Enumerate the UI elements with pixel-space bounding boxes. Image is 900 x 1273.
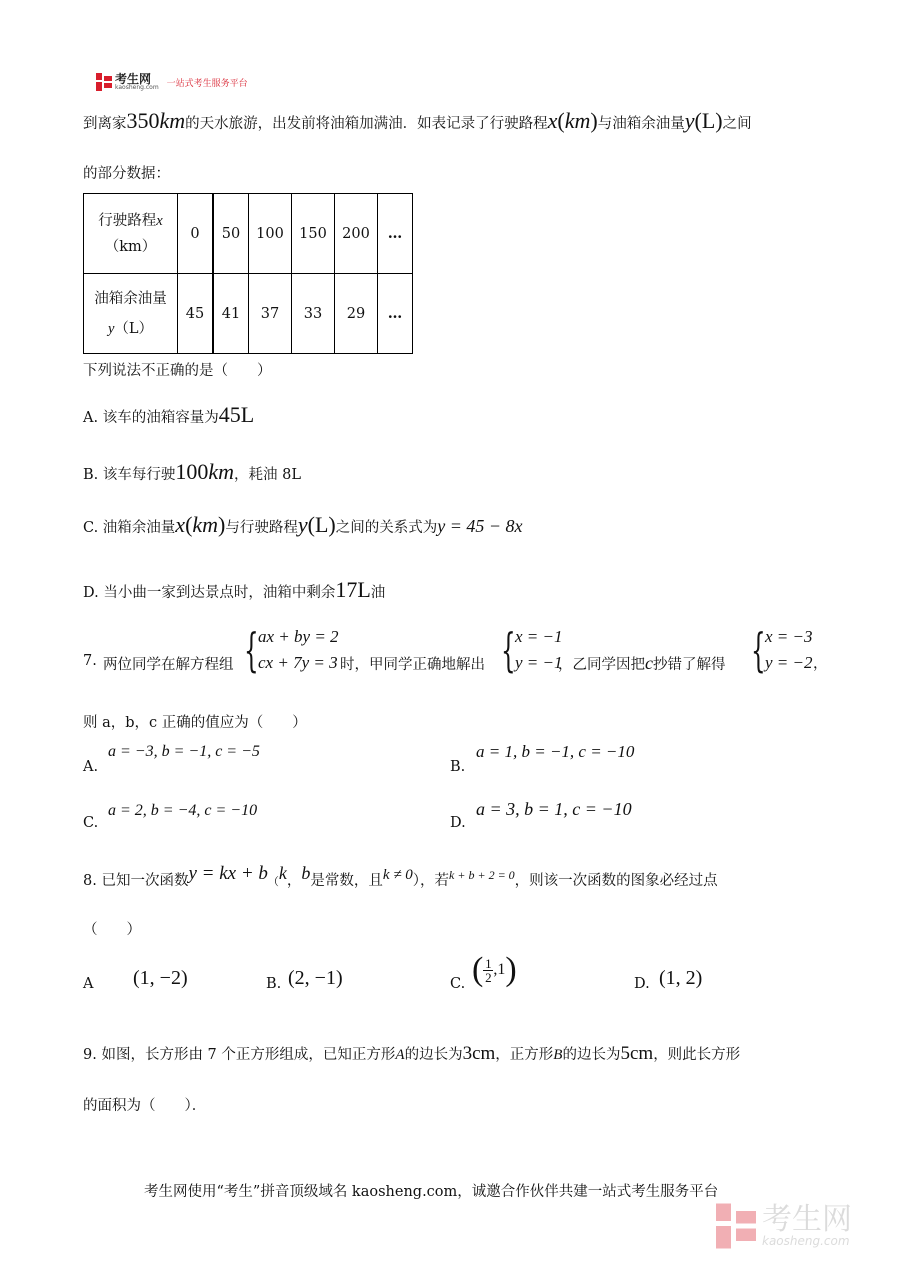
logo-icon	[96, 73, 112, 91]
intro-line-2: 的部分数据：	[83, 166, 170, 182]
q7-text-5: ，	[813, 656, 828, 672]
var-x: x	[175, 512, 186, 537]
distance-value: 350	[126, 108, 160, 133]
intro-text: 到离家	[83, 116, 127, 132]
intro-text: 之间	[722, 116, 752, 132]
unit-L: L	[701, 108, 716, 133]
q8-option-b-label: B.	[266, 976, 282, 992]
var-y: y	[684, 108, 695, 133]
q6-option-c: C. 油箱余油量x(km)与行驶路程y(L)之间的关系式为y = 45 − 8x	[83, 512, 523, 537]
option-text: 该车每行驶	[102, 467, 176, 483]
watermark-logo-icon	[716, 1203, 756, 1249]
q7-option-a: a = −3, b = −1, c = −5	[108, 743, 260, 760]
var-c: c	[645, 653, 653, 673]
table-cell: 37	[249, 274, 292, 354]
q9-text: 如图，长方形由 7 个正方形组成，已知正方形	[101, 1047, 396, 1063]
var-b: b	[301, 863, 311, 883]
q8-text: 已知一次函数	[101, 873, 189, 889]
q7-option-d: a = 3, b = 1, c = −10	[476, 799, 632, 819]
logo-text: 考生网	[115, 72, 152, 86]
q7-number: 7.	[83, 653, 97, 669]
intro-text: 的天水旅游，出发前将油箱加满油．如表记录了行驶路程	[185, 116, 548, 132]
q7-text-2: 时，甲同学正确地解出	[340, 657, 485, 673]
table-cell: 33	[292, 274, 335, 354]
intro-text: 与油箱余油量	[597, 116, 685, 132]
q7-text: 抄错了解得	[653, 657, 726, 673]
fraction	[483, 957, 493, 984]
q7-option-b: a = 1, b = −1, c = −10	[476, 742, 635, 761]
equation: y = −2	[765, 653, 813, 672]
q7-text: ，乙同学因把	[558, 657, 645, 673]
cell-label: 油箱余油量	[94, 290, 167, 307]
q9-text: ，则此长方形	[653, 1047, 741, 1063]
option-unit: km	[208, 459, 235, 484]
denominator: 2	[485, 969, 492, 985]
q9-number: 9.	[83, 1047, 97, 1063]
table-cell: 45	[178, 274, 214, 354]
unit-km: km	[192, 512, 219, 537]
data-table	[83, 193, 413, 354]
unit-L: L	[314, 512, 329, 537]
option-text: 该车的油箱容量为	[102, 410, 219, 426]
q8-line-1	[83, 856, 718, 899]
var-k: k	[278, 863, 287, 883]
q9-text: ，正方形	[495, 1047, 554, 1063]
footer-text: 考生网使用“考生”拼音顶级域名 kaosheng.com，诚邀合作伙伴共建一站式考生服务平台	[144, 1184, 719, 1200]
q8-text: 是常数，且	[310, 873, 383, 889]
table-cell: 29	[335, 274, 378, 354]
cell-var: x	[156, 212, 163, 229]
option-text: 与行驶路程	[225, 520, 298, 536]
header-logo	[96, 73, 248, 91]
q9-line-2: 的面积为（ ）．	[83, 1098, 207, 1114]
watermark-text: 考生网	[762, 1202, 852, 1237]
option-math: 45L	[218, 402, 255, 427]
intro-line-1: 到离家350km的天水旅游，出发前将油箱加满油．如表记录了行驶路程x(km)与油箱余油量y(L)之间	[83, 108, 752, 133]
var-x: x	[547, 108, 558, 133]
q8-condition: k ≠ 0	[382, 867, 413, 883]
unit-km: km	[564, 108, 591, 133]
q8-text: ，	[286, 873, 302, 889]
table-cell: 150	[292, 194, 335, 274]
header-slogan: 一站式考生服务平台	[166, 78, 248, 89]
q6-option-d	[83, 577, 385, 606]
q7-text-1: 两位同学在解方程组	[103, 657, 234, 673]
q7-system-3	[751, 624, 813, 676]
var-A: A	[395, 1047, 405, 1063]
q7-option-c: a = 2, b = −4, c = −10	[108, 802, 258, 819]
q8-paren: （ ）	[83, 922, 141, 938]
table-cell: 0	[178, 194, 214, 274]
q8-option-b: (2, −1)	[288, 967, 343, 989]
table-cell: …	[378, 194, 413, 274]
table-cell: 200	[335, 194, 378, 274]
option-label: C.	[83, 520, 99, 536]
table-cell: 41	[213, 274, 249, 354]
option-label: A.	[83, 410, 99, 426]
footer-watermark	[716, 1203, 852, 1249]
q8-option-a-label: A	[83, 976, 94, 992]
var-y: y	[297, 512, 308, 537]
option-label: D.	[83, 585, 99, 601]
q8-condition-2: k + b + 2 = 0	[449, 868, 515, 882]
brace-icon: {	[244, 623, 259, 677]
option-text: 油箱余油量	[102, 520, 176, 536]
table-cell: …	[378, 274, 413, 354]
option-text: 之间的关系式为	[335, 520, 438, 536]
q7-option-b-label: B.	[450, 759, 466, 775]
option-text: 油	[370, 585, 386, 601]
equation: x = −1	[515, 627, 563, 646]
cell-label: 行驶路程	[98, 212, 157, 229]
equation: y = −1	[515, 653, 563, 672]
table-row	[84, 194, 413, 274]
cell-var: y	[107, 320, 115, 337]
distance-unit: km	[159, 108, 186, 133]
q7-line-2: 则 a，b，c 正确的值应为（ ）	[83, 715, 307, 731]
q8-option-d: (1, 2)	[659, 967, 703, 989]
brace-icon: {	[501, 623, 516, 677]
q8-option-d-label: D.	[634, 976, 650, 992]
length-A: 3cm	[462, 1043, 496, 1064]
equation: ax + by = 2	[258, 627, 339, 646]
q9-text: 的边长为	[404, 1047, 463, 1063]
q7-option-d-label: D.	[450, 815, 466, 831]
q8-text: ，则该一次函数的图象必经过点	[514, 873, 718, 889]
option-label: B.	[83, 467, 99, 483]
watermark-subtext: kaosheng.com	[762, 1234, 850, 1248]
table-header-fuel	[84, 274, 178, 354]
q8-text: ），若	[412, 873, 450, 889]
q6-stem: 下列说法不正确的是（ ）	[83, 363, 272, 379]
logo-subtext: kaosheng.com	[115, 84, 159, 91]
q8-text: （	[267, 875, 279, 888]
q8-option-c-label: C.	[450, 976, 466, 992]
option-math: 17L	[335, 577, 371, 602]
q9-line-1	[83, 1041, 740, 1068]
q8-function: y = kx + b	[188, 863, 268, 884]
table-row	[84, 274, 413, 354]
q9-text: 的边长为	[562, 1047, 621, 1063]
option-text: ，耗油 8L	[234, 467, 301, 483]
q7-system-1	[244, 624, 339, 676]
q6-option-b	[83, 459, 301, 488]
table-cell: 50	[213, 194, 249, 274]
q7-system-2	[501, 624, 563, 676]
table-header-distance	[84, 194, 178, 274]
option-math: 100	[175, 459, 209, 484]
cell-unit: （L）	[114, 320, 154, 337]
q7-option-c-label: C.	[83, 815, 99, 831]
length-B: 5cm	[620, 1043, 654, 1064]
brace-icon: {	[751, 623, 766, 677]
q8-option-c: ( $\frac{1}{2}$ ,1 )	[472, 951, 517, 988]
q7-text-3	[558, 653, 726, 674]
var-B: B	[553, 1047, 563, 1063]
cell-unit: （km）	[104, 238, 157, 255]
q8-option-a: (1, −2)	[133, 967, 188, 989]
option-formula: y = 45 − 8x	[437, 516, 523, 536]
equation: cx + 7y = 3	[258, 653, 338, 672]
option-rest: ,1	[493, 961, 506, 978]
numerator: 1	[485, 955, 492, 971]
q6-option-a	[83, 402, 254, 431]
equation: x = −3	[765, 627, 813, 646]
q7-option-a-label: A.	[83, 759, 99, 775]
table-cell: 100	[249, 194, 292, 274]
option-text: 当小曲一家到达景点时，油箱中剩余	[103, 585, 336, 601]
q8-number: 8.	[83, 873, 97, 889]
